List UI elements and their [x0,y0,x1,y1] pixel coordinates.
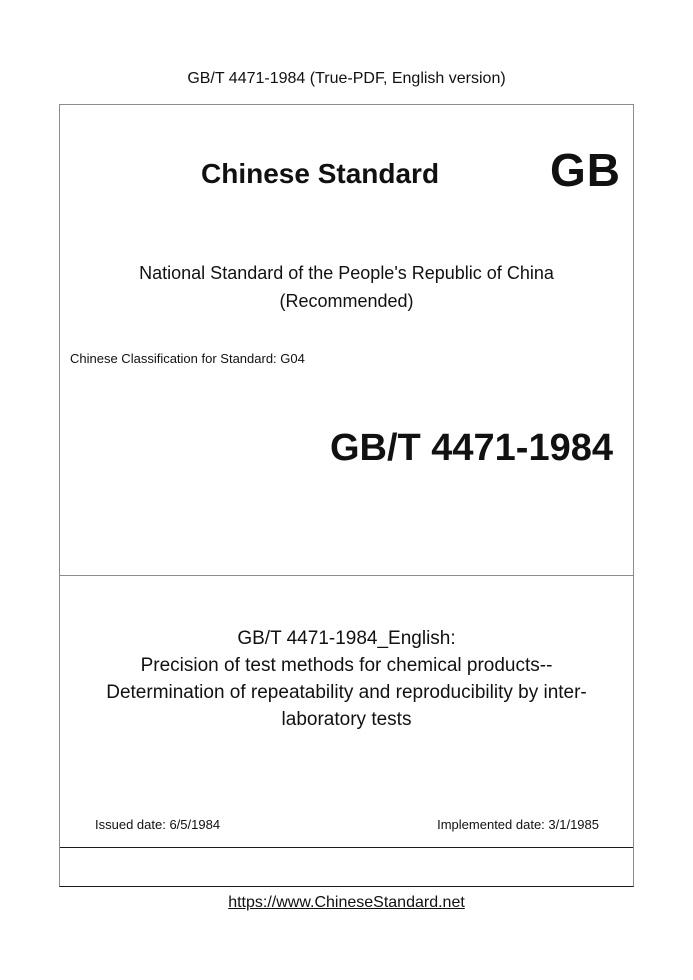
classification-text: Chinese Classification for Standard: G04 [70,351,305,366]
page-header-title: GB/T 4471-1984 (True-PDF, English version) [187,70,506,87]
website-link[interactable]: https://www.ChineseStandard.net [228,894,465,911]
section-divider [60,575,633,576]
footer-divider [60,847,633,848]
document-title-line: Precision of test methods for chemical products-- [140,655,553,676]
footer-link-container [0,894,693,912]
cover-heading-text: Chinese Standard [201,158,440,189]
document-title-line: Determination of repeatability and reproducibility by inter- [106,682,587,703]
gb-mark: GB [550,144,621,196]
cover-frame [59,104,634,887]
recommended-line: (Recommended) [279,291,414,311]
standard-number: GB/T 4471-1984 [329,427,613,469]
national-standard-line: National Standard of the People's Republic of China [139,263,554,283]
document-title-line: GB/T 4471-1984_English: [237,628,456,649]
document-title-line: laboratory tests [281,709,412,730]
national-standard-block [60,259,633,315]
implemented-date: Implemented date: 3/1/1985 [437,817,599,832]
issued-date: Issued date: 6/5/1984 [95,817,221,832]
document-title-block [60,625,633,733]
